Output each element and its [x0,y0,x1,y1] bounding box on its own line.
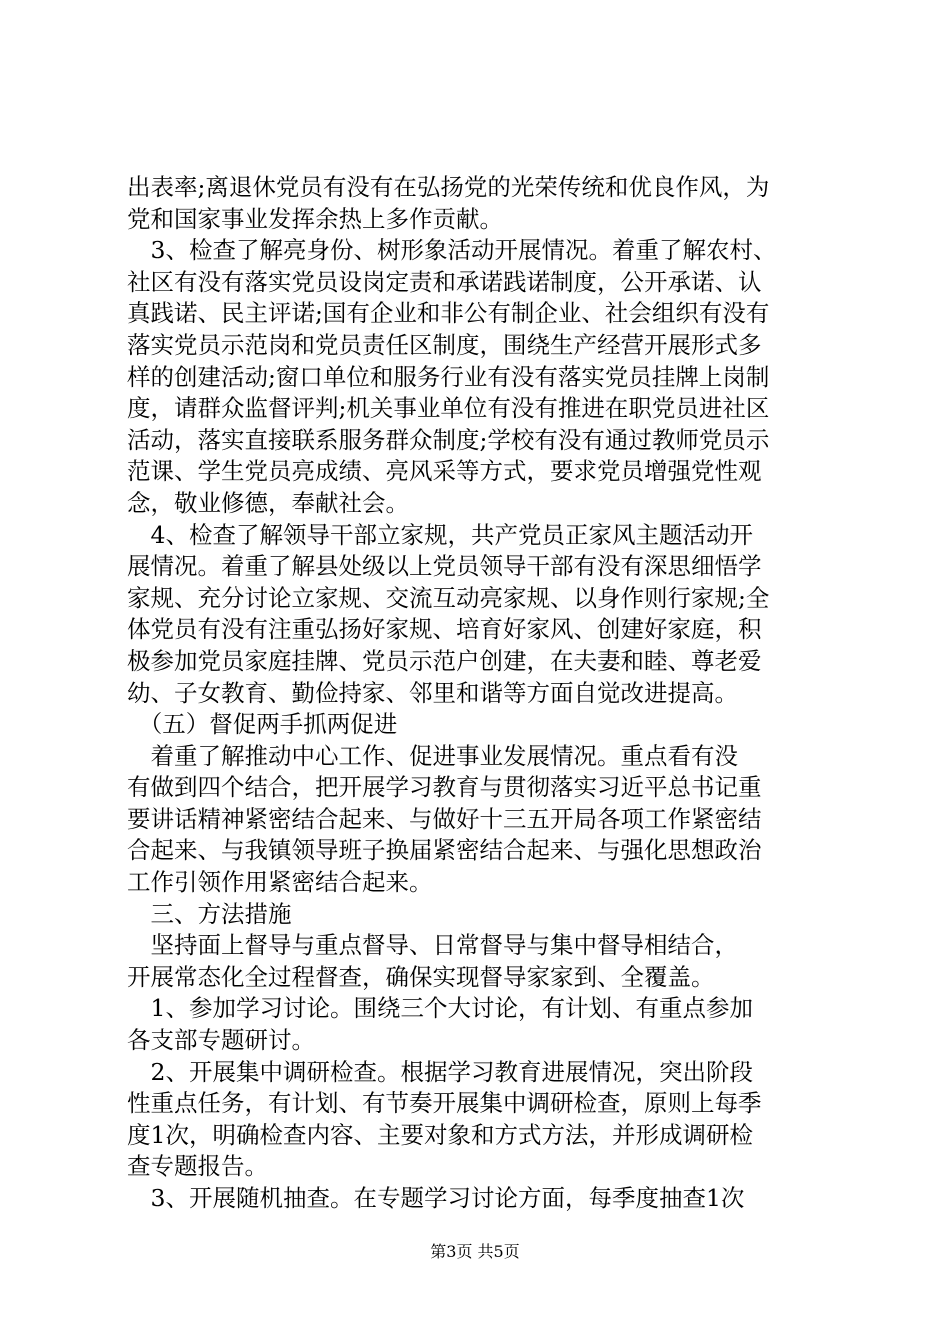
text-line: 党和国家事业发挥余热上多作贡献。 [127,204,503,233]
text-line: 社区有没有落实党员设岗定责和承诺践诺制度，公开承诺、认 [127,267,762,296]
text-line: 范课、学生党员亮成绩、亮风采等方式，要求党员增强党性观 [127,457,762,486]
text-line: 极参加党员家庭挂牌、党员示范户创建，在夫妻和睦、尊老爱 [127,646,762,675]
section-heading: 三、方法措施 [127,899,292,928]
text-line: 3、检查了解亮身份、树形象活动开展情况。着重了解农村、 [127,236,777,265]
text-line: 幼、子女教育、勤俭持家、邻里和谐等方面自觉改进提高。 [127,678,738,707]
text-line: 念，敬业修德，奉献社会。 [127,488,409,517]
section-heading: （五）督促两手抓两促进 [127,710,398,739]
text-line: 开展常态化全过程督查，确保实现督导家家到、全覆盖。 [127,962,715,991]
text-line: 度1次，明确检查内容、主要对象和方式方法，并形成调研检 [127,1120,753,1149]
text-line: 工作引领作用紧密结合起来。 [127,868,433,897]
text-line: 真践诺、民主评诺;国有企业和非公有制企业、社会组织有没有 [127,299,770,328]
text-line: 展情况。着重了解县处级以上党员领导干部有没有深思细悟学 [127,552,762,581]
text-line: 坚持面上督导与重点督导、日常督导与集中督导相结合， [127,931,738,960]
document-body [127,172,827,1215]
text-line: 各支部专题研讨。 [127,1026,315,1055]
text-line: 4、检查了解领导干部立家规，共产党员正家风主题活动开 [127,520,753,549]
text-line: 着重了解推动中心工作、促进事业发展情况。重点看有没 [127,741,738,770]
text-line: 2、开展集中调研检查。根据学习教育进展情况，突出阶段 [127,1057,753,1086]
text-line: 体党员有没有注重弘扬好家规、培育好家风、创建好家庭，积 [127,615,762,644]
text-line: 样的创建活动;窗口单位和服务行业有没有落实党员挂牌上岗制 [127,362,770,391]
text-line: 家规、充分讨论立家规、交流互动亮家规、以身作则行家规;全 [127,583,770,612]
text-line: 出表率;离退休党员有没有在弘扬党的光荣传统和优良作风，为 [127,173,770,201]
text-line: 度，请群众监督评判;机关事业单位有没有推进在职党员进社区 [127,394,770,423]
text-line: 活动，落实直接联系服务群众制度;学校有没有通过教师党员示 [127,425,770,454]
text-line: 3、开展随机抽查。在专题学习讨论方面，每季度抽查1次 [127,1184,745,1212]
text-line: 要讲话精神紧密结合起来、与做好十三五开局各项工作紧密结 [127,804,762,833]
text-line: 落实党员示范岗和党员责任区制度，围绕生产经营开展形式多 [127,330,762,359]
text-line: 性重点任务，有计划、有节奏开展集中调研检查，原则上每季 [127,1089,762,1118]
text-line: 有做到四个结合，把开展学习教育与贯彻落实习近平总书记重 [127,773,762,802]
text-line: 合起来、与我镇领导班子换届紧密结合起来、与强化思想政治 [127,836,762,865]
page-footer: 第3页 共5页 [430,1242,520,1261]
text-line: 查专题报告。 [127,1152,268,1181]
text-line: 1、参加学习讨论。围绕三个大讨论，有计划、有重点参加 [127,994,753,1023]
